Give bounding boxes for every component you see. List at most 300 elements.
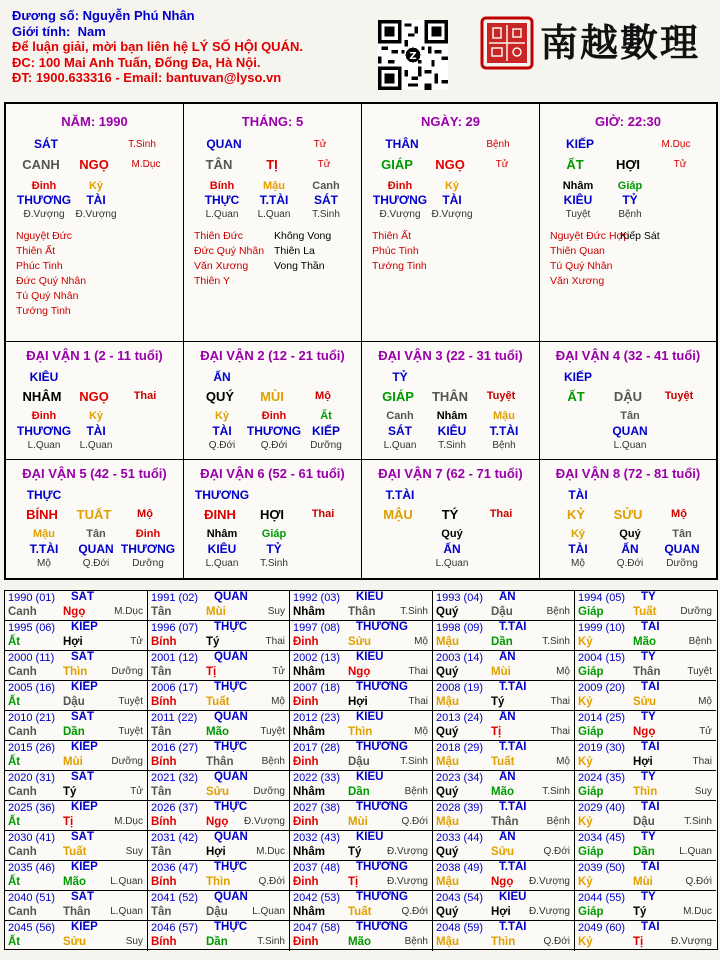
year-label: 2023 (34) [436, 772, 484, 784]
year-phase: Tử [699, 726, 712, 737]
year-star: KIẾP [71, 621, 98, 633]
year-label: 2011 (22) [151, 712, 198, 724]
year-branch: Mùi [206, 606, 226, 618]
year-phase: M.Dục [256, 846, 285, 857]
year-stem: Nhâm [293, 666, 325, 678]
year-branch: Ngọ [206, 816, 229, 828]
dai-van-star: ẤN [213, 370, 231, 384]
year-cell [148, 771, 290, 801]
year-label: 2000 (11) [8, 652, 55, 664]
pillar-cell [6, 104, 184, 342]
year-cell [575, 801, 716, 831]
year-cell [5, 591, 148, 621]
year-branch: Tuất [633, 606, 657, 618]
year-cell [575, 681, 716, 711]
year-cell [575, 921, 716, 951]
year-cell [5, 861, 148, 891]
year-phase: Q.Đới [543, 846, 570, 857]
hidden-phase: L.Quan [205, 558, 239, 569]
year-branch: Thân [206, 756, 234, 768]
dai-van-title: ĐẠI VẬN 2 (12 - 21 tuổi) [200, 348, 345, 363]
year-cell [5, 711, 148, 741]
star-item: Thiên Đức [194, 230, 244, 242]
year-label: 2001 (12) [151, 652, 199, 664]
year-star: KIÊU [356, 711, 384, 723]
dai-van-cell [540, 342, 716, 460]
dai-van-title: ĐẠI VẬN 1 (2 - 11 tuổi) [26, 348, 163, 363]
pillar-title: NGÀY: 29 [421, 114, 480, 129]
star-item: Phúc Tinh [16, 260, 63, 272]
year-stem: Kỷ [578, 936, 593, 948]
year-star: TÀI [641, 921, 660, 933]
hidden-phase: Mộ [37, 558, 51, 569]
year-phase: Tuyệt [118, 696, 143, 707]
year-branch: Thìn [633, 786, 658, 798]
dai-van-star: TỶ [392, 370, 408, 384]
year-branch: Sửu [348, 636, 372, 648]
dai-van-phase: Mộ [137, 508, 153, 520]
year-phase: M.Dục [114, 816, 143, 827]
header-info [12, 8, 372, 86]
year-label: 2006 (17) [151, 682, 199, 694]
year-branch: Tị [348, 876, 359, 888]
year-phase: M.Dục [683, 906, 712, 917]
year-branch: Tý [491, 696, 505, 708]
year-stem: Tân [151, 726, 172, 738]
year-phase: Tử [272, 666, 285, 677]
hidden-star: TÀI [212, 424, 232, 438]
year-star: KIÊU [499, 891, 527, 903]
hidden-phase: T.Sinh [312, 209, 340, 220]
year-cell [575, 741, 716, 771]
year-branch: Hợi [633, 756, 653, 768]
hidden-stem: Quý [441, 528, 463, 540]
year-star: THỰC [214, 801, 248, 813]
year-star: THỰC [214, 681, 248, 693]
year-label: 2037 (48) [293, 862, 341, 874]
year-branch: Ngọ [633, 726, 656, 738]
pillar-cell [540, 104, 716, 342]
hidden-phase: Tuyệt [565, 209, 591, 220]
year-phase: Thai [265, 636, 285, 647]
year-branch: Hợi [348, 696, 368, 708]
year-branch: Dậu [206, 906, 228, 918]
hidden-phase: L.Quan [435, 558, 469, 569]
star-item: Tướng Tinh [16, 305, 71, 317]
year-phase: Đ.Vượng [243, 816, 285, 827]
hidden-phase: L.Quan [383, 440, 417, 451]
star-item: Kiếp Sát [620, 230, 660, 242]
hidden-phase: L.Quan [205, 209, 239, 220]
year-cell [433, 891, 575, 921]
gender-label: Giới tính: [12, 23, 71, 39]
year-star: TỶ [641, 891, 656, 903]
hidden-star: T.TÀI [259, 193, 289, 207]
year-phase: Mộ [556, 756, 570, 767]
year-branch: Tị [633, 936, 644, 948]
pillar-stars-left [16, 229, 86, 319]
year-stem: Mậu [436, 756, 459, 768]
year-label: 1990 (01) [8, 592, 56, 604]
year-label: 2012 (23) [293, 712, 341, 724]
year-label: 2035 (46) [8, 862, 56, 874]
year-star: TỶ [641, 831, 656, 843]
year-branch: Hợi [63, 636, 83, 648]
hidden-phase: L.Quan [79, 440, 113, 451]
year-phase: Mộ [556, 666, 570, 677]
year-branch: Dần [633, 846, 655, 858]
hidden-stem: Đinh [387, 180, 413, 192]
dai-van-phase: Mộ [315, 390, 331, 402]
year-cell [433, 741, 575, 771]
year-stem: Bính [151, 696, 177, 708]
pillar-branch-phase: Tử [495, 159, 509, 170]
pillar-main-star: KIẾP [565, 137, 594, 151]
dai-van-cell [540, 460, 716, 580]
dai-van-phase: Mộ [671, 508, 687, 520]
year-phase: Mộ [414, 636, 428, 647]
hidden-stem: Bính [209, 180, 235, 192]
year-branch: Tý [63, 786, 77, 798]
hidden-phase: Đ.Vượng [75, 209, 117, 220]
year-label: 1993 (04) [436, 592, 484, 604]
hidden-stem: Kỷ [570, 528, 586, 540]
year-star: THƯƠNG [356, 921, 408, 933]
year-phase: Suy [694, 786, 712, 797]
year-phase: Bệnh [404, 936, 428, 947]
year-star: T.TÀI [499, 921, 527, 933]
pillar-stars-right [274, 229, 331, 274]
year-label: 2049 (60) [578, 922, 626, 934]
year-stem: Quý [436, 906, 459, 918]
year-branch: Mão [633, 636, 656, 648]
year-phase: Đ.Vượng [670, 936, 712, 947]
year-branch: Tị [491, 726, 502, 738]
year-stem: Quý [436, 846, 459, 858]
year-label: 2010 (21) [8, 712, 56, 724]
year-cell [433, 771, 575, 801]
year-phase: Suy [125, 936, 143, 947]
hidden-phase: Dưỡng [666, 558, 698, 569]
dai-van-title: ĐẠI VẬN 3 (22 - 31 tuổi) [378, 348, 523, 363]
dai-van-phase: Tuyệt [486, 390, 516, 402]
year-phase: T.Sinh [400, 756, 428, 767]
pillar-branch-phase: Tử [673, 159, 687, 170]
dai-van-branch: SỬU [613, 507, 643, 522]
dai-van-branch: MÙI [260, 389, 284, 404]
year-stem: Ất [8, 756, 21, 768]
year-phase: Mộ [698, 696, 712, 707]
year-branch: Tuất [63, 846, 87, 858]
year-cell [290, 831, 433, 861]
year-star: TÀI [641, 801, 660, 813]
hidden-star: KIẾP [311, 424, 340, 438]
pillar-cell [362, 104, 540, 342]
hidden-phase: Bệnh [492, 440, 516, 451]
year-branch: Dần [348, 786, 370, 798]
year-cell [575, 711, 716, 741]
dai-van-cell [362, 342, 540, 460]
year-stem: Tân [151, 606, 172, 618]
year-stem: Bính [151, 756, 177, 768]
year-label: 2020 (31) [8, 772, 56, 784]
year-branch: Tị [63, 816, 74, 828]
year-cell [148, 681, 290, 711]
hidden-star: THỰC [204, 193, 240, 207]
year-star: ẤN [499, 831, 516, 843]
year-star: QUAN [214, 651, 248, 663]
year-phase: Thai [692, 756, 712, 767]
year-cell [5, 651, 148, 681]
year-label: 1998 (09) [436, 622, 484, 634]
year-cell [290, 891, 433, 921]
dai-van-star: TÀI [568, 488, 588, 502]
year-branch: Mão [63, 876, 86, 888]
year-cell [148, 651, 290, 681]
year-stem: Mậu [436, 936, 459, 948]
year-label: 2041 (52) [151, 892, 199, 904]
year-stem: Tân [151, 786, 172, 798]
pillar-heavenly-stem: CANH [22, 157, 60, 172]
year-stem: Ất [8, 636, 21, 648]
qr-code-icon [378, 20, 448, 90]
hidden-star: TỶ [622, 193, 638, 207]
hidden-stem: Canh [312, 180, 340, 192]
year-cell [5, 621, 148, 651]
year-branch: Thân [348, 606, 376, 618]
year-label: 2019 (30) [578, 742, 626, 754]
pillar-title: THÁNG: 5 [241, 114, 304, 129]
year-phase: Q.Đới [401, 906, 428, 917]
year-branch: Sửu [633, 696, 657, 708]
year-cell [148, 591, 290, 621]
dai-van-cell [184, 342, 362, 460]
year-branch: Thìn [491, 936, 516, 948]
year-phase: Tuyệt [260, 726, 285, 737]
dai-van-branch: HỢI [259, 507, 285, 522]
year-label: 1994 (05) [578, 592, 626, 604]
year-star: ẤN [499, 591, 516, 603]
hidden-star: TÀI [86, 193, 106, 207]
dai-van-stem: MẬU [383, 507, 413, 522]
year-cell [148, 801, 290, 831]
year-phase: Bệnh [546, 606, 570, 617]
year-phase: L.Quan [252, 906, 285, 917]
year-branch: Dần [63, 726, 85, 738]
hidden-phase: Q.Đới [82, 558, 110, 569]
year-phase: Đ.Vượng [528, 906, 570, 917]
year-cell [290, 651, 433, 681]
year-branch: Mão [348, 936, 371, 948]
hidden-stem: Giáp [261, 528, 287, 540]
year-star: THỰC [214, 861, 248, 873]
year-cell [433, 831, 575, 861]
year-stem: Ất [8, 936, 21, 948]
hidden-phase: Mộ [571, 558, 585, 569]
year-stem: Mậu [436, 696, 459, 708]
year-cell [575, 831, 716, 861]
year-cell [148, 861, 290, 891]
year-phase: T.Sinh [257, 936, 285, 947]
year-stem: Ất [8, 876, 21, 888]
year-label: 2044 (55) [578, 892, 626, 904]
hidden-star: QUAN [78, 542, 114, 556]
hidden-stem: Kỷ [88, 410, 104, 422]
year-cell [290, 921, 433, 951]
year-stem: Giáp [578, 666, 604, 678]
year-label: 2018 (29) [436, 742, 484, 754]
star-item: Thiên Ất [16, 245, 56, 257]
year-stem: Ất [8, 816, 21, 828]
year-star: TỶ [641, 651, 656, 663]
year-phase: Mộ [414, 726, 428, 737]
hidden-phase: Đ.Vượng [379, 209, 421, 220]
year-phase: Suy [267, 606, 285, 617]
year-label: 1997 (08) [293, 622, 341, 634]
year-cell [290, 741, 433, 771]
year-cell [148, 891, 290, 921]
hidden-phase: T.Sinh [260, 558, 288, 569]
year-branch: Mão [206, 726, 229, 738]
year-star: TỶ [641, 591, 656, 603]
pillar-branch-phase: M.Dục [131, 159, 161, 170]
year-cell [148, 741, 290, 771]
hidden-star: TÀI [442, 193, 462, 207]
year-label: 2017 (28) [293, 742, 341, 754]
year-star: T.TÀI [499, 861, 527, 873]
dai-van-star: THỰC [26, 488, 62, 502]
brand-logo-text: 南越數理 [540, 20, 701, 65]
year-label: 2008 (19) [436, 682, 484, 694]
year-star: T.TÀI [499, 681, 527, 693]
year-branch: Thìn [206, 876, 231, 888]
year-cell [433, 711, 575, 741]
year-branch: Thìn [348, 726, 373, 738]
year-stem: Đinh [293, 756, 319, 768]
star-item: Không Vong [274, 230, 332, 242]
year-phase: Đ.Vượng [386, 876, 428, 887]
year-branch: Hợi [491, 906, 511, 918]
year-label: 2031 (42) [151, 832, 199, 844]
pillar-side-star: Tử [313, 139, 327, 150]
pillar-main-star: SÁT [34, 137, 58, 151]
hidden-star: QUAN [612, 424, 648, 438]
dai-van-title: ĐẠI VẬN 6 (52 - 61 tuổi) [200, 466, 345, 481]
year-stem: Canh [8, 846, 37, 858]
star-item: Văn Xương [550, 275, 605, 287]
year-stem: Nhâm [293, 786, 325, 798]
hidden-stem: Đinh [135, 528, 161, 540]
year-stem: Kỷ [578, 876, 593, 888]
dai-van-stem: KỶ [566, 507, 586, 522]
year-label: 2003 (14) [436, 652, 484, 664]
year-cell [5, 741, 148, 771]
year-phase: Đ.Vượng [528, 876, 570, 887]
year-cell [148, 921, 290, 951]
year-label: 2026 (37) [151, 802, 199, 814]
hidden-phase: T.Sinh [438, 440, 466, 451]
year-phase: Dưỡng [111, 666, 143, 677]
year-stem: Bính [151, 936, 177, 948]
star-item: Tú Quý Nhân [550, 260, 613, 272]
dai-van-stem: QUÝ [205, 389, 235, 404]
dai-van-stem: GIÁP [382, 389, 414, 404]
year-branch: Mùi [491, 666, 511, 678]
dai-van-branch: DẬU [613, 389, 643, 404]
year-star: SÁT [71, 711, 94, 723]
star-item: Vong Thần [274, 260, 325, 272]
hidden-star: ẤN [443, 542, 461, 556]
year-branch: Dậu [63, 696, 85, 708]
year-star: THƯƠNG [356, 681, 408, 693]
dai-van-stem: ĐINH [204, 507, 236, 522]
year-star: KIÊU [356, 591, 384, 603]
year-cell [433, 651, 575, 681]
star-item: Đức Quý Nhân [16, 275, 87, 287]
hidden-star: TỶ [266, 542, 282, 556]
year-phase: L.Quan [110, 876, 143, 887]
year-cell [290, 801, 433, 831]
year-label: 1995 (06) [8, 622, 56, 634]
year-phase: Q.Đới [401, 816, 428, 827]
year-cell [5, 831, 148, 861]
dai-van-cell [362, 460, 540, 580]
hidden-stem: Giáp [617, 180, 643, 192]
owner-label: Đương số: [12, 8, 80, 23]
year-phase: Bệnh [546, 816, 570, 827]
seal-logo-icon [480, 16, 534, 70]
year-label: 2047 (58) [293, 922, 341, 934]
year-phase: T.Sinh [542, 636, 570, 647]
year-cell [290, 711, 433, 741]
gender-value: Nam [77, 23, 106, 39]
hidden-star: T.TÀI [29, 542, 59, 556]
dai-van-cell [6, 460, 184, 580]
year-star: TÀI [641, 861, 660, 873]
year-phase: Suy [125, 846, 143, 857]
year-star: KIÊU [356, 831, 384, 843]
year-cell [433, 921, 575, 951]
year-cell [148, 711, 290, 741]
year-stem: Kỷ [578, 696, 593, 708]
year-stem: Nhâm [293, 726, 325, 738]
dai-van-stem: BÍNH [26, 507, 58, 522]
dai-van-phase: Thai [133, 390, 157, 402]
pillar-heavenly-stem: ẤT [566, 157, 584, 172]
hidden-phase: Đ.Vượng [23, 209, 65, 220]
hidden-stem: Đinh [31, 180, 57, 192]
dai-van-star: KIÊU [29, 370, 59, 384]
year-label: 2024 (35) [578, 772, 626, 784]
hidden-stem: Quý [619, 528, 641, 540]
year-cell [5, 801, 148, 831]
year-phase: Mộ [271, 696, 285, 707]
hidden-star: THƯƠNG [246, 424, 302, 438]
year-star: QUAN [214, 831, 248, 843]
year-branch: Dậu [348, 756, 370, 768]
year-stem: Kỷ [578, 636, 593, 648]
year-label: 2048 (59) [436, 922, 484, 934]
year-branch: Dậu [633, 816, 655, 828]
dai-van-title: ĐẠI VẬN 4 (32 - 41 tuổi) [555, 348, 701, 363]
hidden-star: KIÊU [437, 424, 467, 438]
year-stem: Tân [151, 906, 172, 918]
year-phase: T.Sinh [400, 606, 428, 617]
year-stem: Quý [436, 606, 459, 618]
year-phase: Thai [550, 696, 570, 707]
year-branch: Dần [491, 636, 513, 648]
year-label: 2030 (41) [8, 832, 56, 844]
